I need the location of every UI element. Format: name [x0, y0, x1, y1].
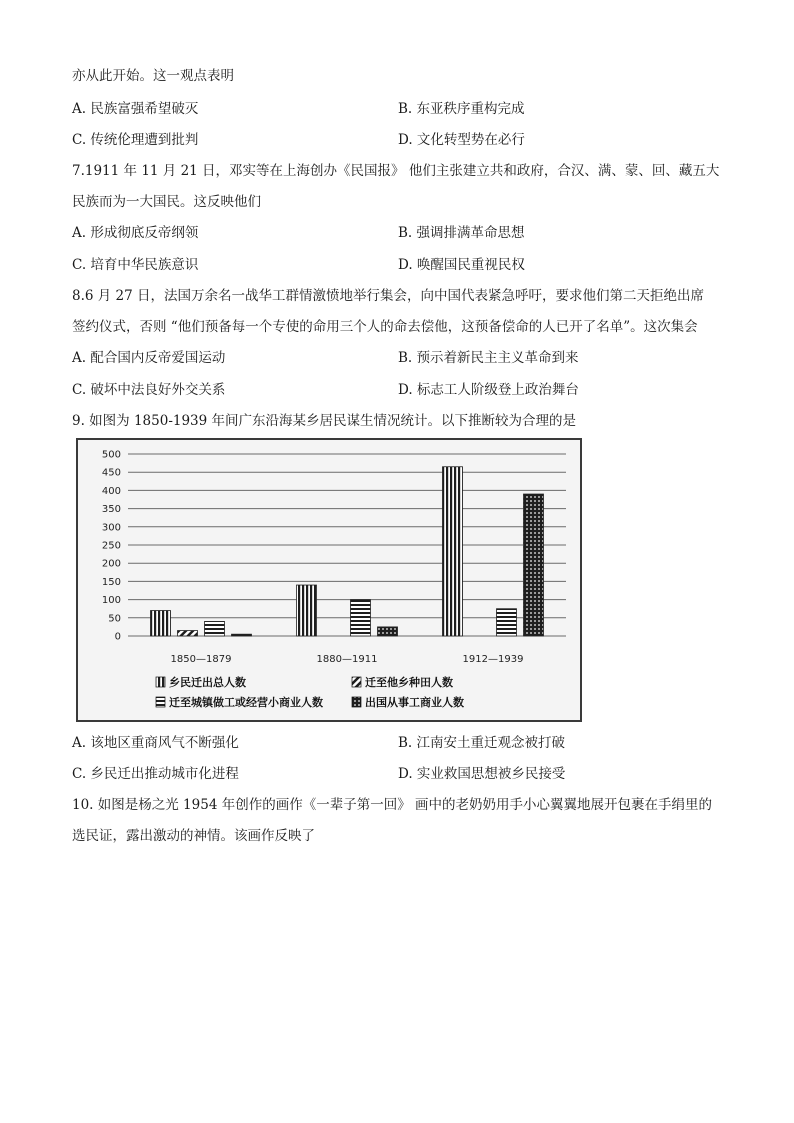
question-7-stem-line-2: 民族而为一大国民。这反映他们	[72, 194, 261, 210]
q9-option-c: C. 乡民迁出推动城市化进程	[72, 766, 239, 782]
q8-option-a: A. 配合国内反帝爱国运动	[72, 350, 226, 366]
q9-option-d: D. 实业救国思想被乡民接受	[398, 766, 566, 782]
legend-swatch	[156, 677, 165, 687]
q6-option-d: D. 文化转型势在必行	[398, 132, 525, 148]
q8-option-c: C. 破坏中法良好外交关系	[72, 382, 226, 398]
y-tick-label: 450	[101, 467, 121, 479]
q6-option-b: B. 东亚秩序重构完成	[398, 101, 525, 117]
bar	[378, 627, 398, 636]
question-10-stem-line-2: 选民证，露出激动的神情。该画作反映了	[72, 828, 315, 844]
y-tick-label: 250	[101, 540, 121, 552]
bar	[205, 621, 225, 636]
bar	[178, 631, 198, 636]
bar	[351, 600, 371, 636]
q7-option-a: A. 形成彻底反帝纲领	[72, 225, 199, 241]
bar-chart	[78, 440, 580, 720]
legend-swatch	[156, 697, 165, 707]
category-labels	[171, 654, 524, 665]
y-tick-labels	[102, 450, 121, 643]
bar	[151, 611, 171, 636]
question-8-stem-line-2: 签约仪式，否则 “他们预备每一个专使的命用三个人的命去偿他，这预备偿命的人已开了名单”。这次集会	[72, 319, 698, 335]
q8-option-b: B. 预示着新民主主义革命到来	[398, 350, 579, 366]
bar	[497, 609, 517, 636]
q6-option-c: C. 传统伦理遭到批判	[72, 132, 199, 148]
question-8-stem-line-1: 8.6 月 27 日，法国万余名一战华工群情激愤地举行集会，向中国代表紧急呼吁，要求他们第二天拒绝出席	[72, 288, 705, 304]
y-tick-label: 500	[101, 449, 121, 461]
question-6-stem-tail: 亦从此开始。这一观点表明	[72, 68, 234, 84]
legend-label: 迁至城镇做工或经营小商业人数	[169, 696, 323, 709]
question-7-stem-line-1: 7.1911 年 11 月 21 日，邓实等在上海创办《民国报》 他们主张建立共和政府，合汉、满、蒙、回、藏五大	[72, 163, 720, 179]
category-label: 1850—1879	[170, 654, 232, 665]
bar	[297, 585, 317, 636]
question-9-stem: 9. 如图为 1850-1939 年间广东沿海某乡居民谋生情况统计。以下推断较为合理的是	[72, 413, 577, 429]
legend-swatch	[352, 697, 361, 707]
y-tick-label: 50	[108, 613, 121, 625]
bars	[151, 467, 544, 636]
legend	[156, 675, 464, 709]
y-tick-label: 100	[101, 595, 121, 607]
q8-option-d: D. 标志工人阶级登上政治舞台	[398, 382, 579, 398]
bar	[443, 467, 463, 636]
y-tick-label: 200	[101, 558, 121, 570]
q7-option-c: C. 培育中华民族意识	[72, 257, 199, 273]
category-label: 1880—1911	[316, 654, 378, 665]
q6-option-a: A. 民族富强希望破灭	[72, 101, 199, 117]
question-10-stem-line-1: 10. 如图是杨之光 1954 年创作的画作《一辈子第一回》 画中的老奶奶用手小心翼翼地展开包裹在手绢里的	[72, 797, 712, 813]
y-tick-label: 150	[101, 576, 121, 588]
bar	[524, 494, 544, 636]
legend-label: 乡民迁出总人数	[169, 676, 246, 689]
q9-option-b: B. 江南安土重迁观念被打破	[398, 735, 566, 751]
legend-label: 出国从事工商业人数	[365, 696, 464, 709]
chart-figure	[76, 438, 582, 722]
legend-label: 迁至他乡种田人数	[365, 676, 453, 689]
q9-option-a: A. 该地区重商风气不断强化	[72, 735, 239, 751]
y-tick-label: 350	[101, 504, 121, 516]
q7-option-b: B. 强调排满革命思想	[398, 225, 525, 241]
legend-swatch	[352, 677, 361, 687]
y-tick-label: 0	[114, 631, 121, 643]
y-tick-label: 300	[101, 522, 121, 534]
bar	[232, 634, 252, 636]
y-tick-label: 400	[101, 485, 121, 497]
category-label: 1912—1939	[462, 654, 524, 665]
q7-option-d: D. 唤醒国民重视民权	[398, 257, 525, 273]
